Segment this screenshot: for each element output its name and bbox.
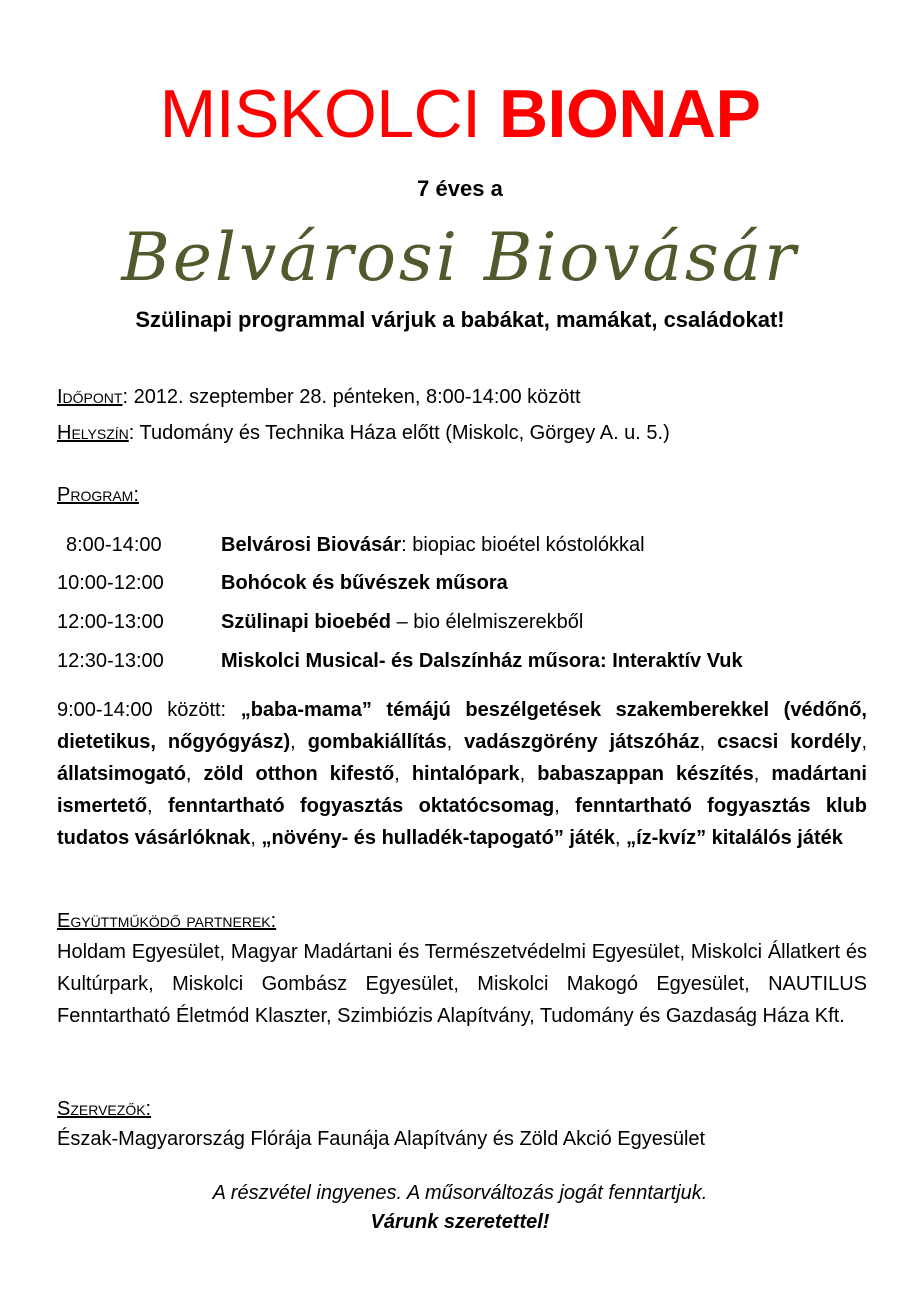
- schedule-time: 12:00-13:00: [57, 611, 164, 633]
- organizers-label: Szervezők:: [57, 1098, 152, 1120]
- schedule-description: [221, 607, 583, 637]
- daylong-separator: ,: [614, 827, 627, 849]
- place-value: : Tudomány és Technika Háza előtt (Miskolc, Görgey A. u. 5.): [128, 422, 670, 444]
- program-heading: [57, 480, 867, 510]
- market-brand-name: Belvárosi Biovásár: [121, 219, 799, 296]
- daylong-separator: ,: [554, 795, 576, 817]
- daylong-separator: ,: [446, 731, 465, 753]
- daylong-separator: ,: [290, 731, 308, 753]
- daylong-item: „íz-kvíz” kitalálós játék: [626, 827, 843, 849]
- daylong-item: madártani ismertető: [57, 763, 867, 817]
- daylong-separator: ,: [185, 763, 204, 785]
- schedule-description: [221, 530, 645, 560]
- footer-note: A részvétel ingyenes. A műsorváltozás jogát fenntartjuk.: [212, 1182, 708, 1204]
- daylong-item: állatsimogató: [57, 763, 186, 785]
- daylong-separator: ,: [147, 795, 168, 817]
- schedule-time: 8:00-14:00: [66, 534, 162, 556]
- daylong-item: „baba-mama” témájú beszélgetések szakemberekkel (védőnő, dietetikus, nőgyógyász): [57, 699, 867, 753]
- daylong-item: gombakiállítás: [307, 731, 447, 753]
- daylong-item: zöld otthon kifestő: [203, 763, 395, 785]
- schedule-row: [57, 530, 867, 560]
- schedule-description: [221, 646, 743, 676]
- daylong-item: csacsi kordély: [717, 731, 862, 753]
- schedule-time: 12:30-13:00: [57, 650, 164, 672]
- time-value: : 2012. szeptember 28. pénteken, 8:00-14:00 között: [122, 386, 581, 408]
- schedule-row: [57, 646, 867, 676]
- daylong-programs: [57, 694, 867, 854]
- place-label: Helyszín: [57, 422, 129, 444]
- schedule-row: [57, 568, 867, 598]
- event-place: [57, 418, 867, 448]
- schedule-description: [221, 568, 508, 598]
- title-regular: MISKOLCI: [159, 76, 499, 152]
- partners-label: Együttműködő partnerek:: [57, 910, 277, 932]
- partners-heading: [57, 906, 867, 936]
- organizers-heading: [57, 1094, 867, 1124]
- organizers-text: Észak-Magyarország Flórája Faunája Alapítvány és Zöld Akció Egyesület: [57, 1128, 706, 1150]
- daylong-separator: ,: [753, 763, 772, 785]
- schedule-title: Bohócok és bűvészek műsora: [221, 572, 508, 594]
- schedule-time: 10:00-12:00: [57, 572, 164, 594]
- daylong-separator: ,: [394, 763, 412, 785]
- tagline: Szülinapi programmal várjuk a babákat, mamákat, családokat!: [135, 307, 785, 332]
- daylong-separator: ,: [250, 827, 262, 849]
- daylong-separator: ,: [519, 763, 538, 785]
- daylong-item: fenntartható fogyasztás oktatócsomag: [167, 795, 555, 817]
- daylong-item: babaszappan készítés: [537, 763, 754, 785]
- daylong-list: [57, 699, 867, 849]
- schedule-detail: – bio élelmiszerekből: [391, 611, 584, 633]
- title-bold: BIONAP: [498, 76, 761, 152]
- daylong-item: vadászgörény játszóház: [464, 731, 700, 753]
- partners-list: Holdam Egyesület, Magyar Madártani és Természetvédelmi Egyesület, Miskolci Állatkert és Kultúrpark, Miskolci Gombász Egyesület, Miskolci Makogó Egyesület, NAUTILUS Fenntartható Életmód Klaszter, Szimbiózis Alapítvány, Tudomány és Gazdaság Háza Kft.: [57, 941, 867, 1027]
- event-title: [0, 74, 920, 154]
- anniversary-subtitle: 7 éves a: [417, 176, 503, 201]
- schedule-title: Belvárosi Biovásár: [221, 534, 402, 556]
- schedule-row: [57, 607, 867, 637]
- daylong-item: fenntartható fogyasztás klub tudatos vásárlóknak: [57, 795, 867, 849]
- schedule-title: Szülinapi bioebéd: [221, 611, 392, 633]
- time-label: Időpont: [57, 386, 123, 408]
- daylong-item: hintalópark: [411, 763, 520, 785]
- footer-greeting: Várunk szeretettel!: [370, 1211, 550, 1233]
- daylong-separator: ,: [699, 731, 718, 753]
- event-time: [57, 382, 867, 412]
- daylong-intro: 9:00-14:00 között:: [57, 699, 241, 721]
- schedule-detail: : biopiac bioétel kóstolókkal: [401, 534, 645, 556]
- daylong-separator: ,: [861, 731, 867, 753]
- daylong-item: „növény- és hulladék-tapogató” játék: [261, 827, 615, 849]
- schedule-title: Miskolci Musical- és Dalszínház műsora: Interaktív Vuk: [221, 650, 743, 672]
- program-label: Program:: [57, 484, 139, 506]
